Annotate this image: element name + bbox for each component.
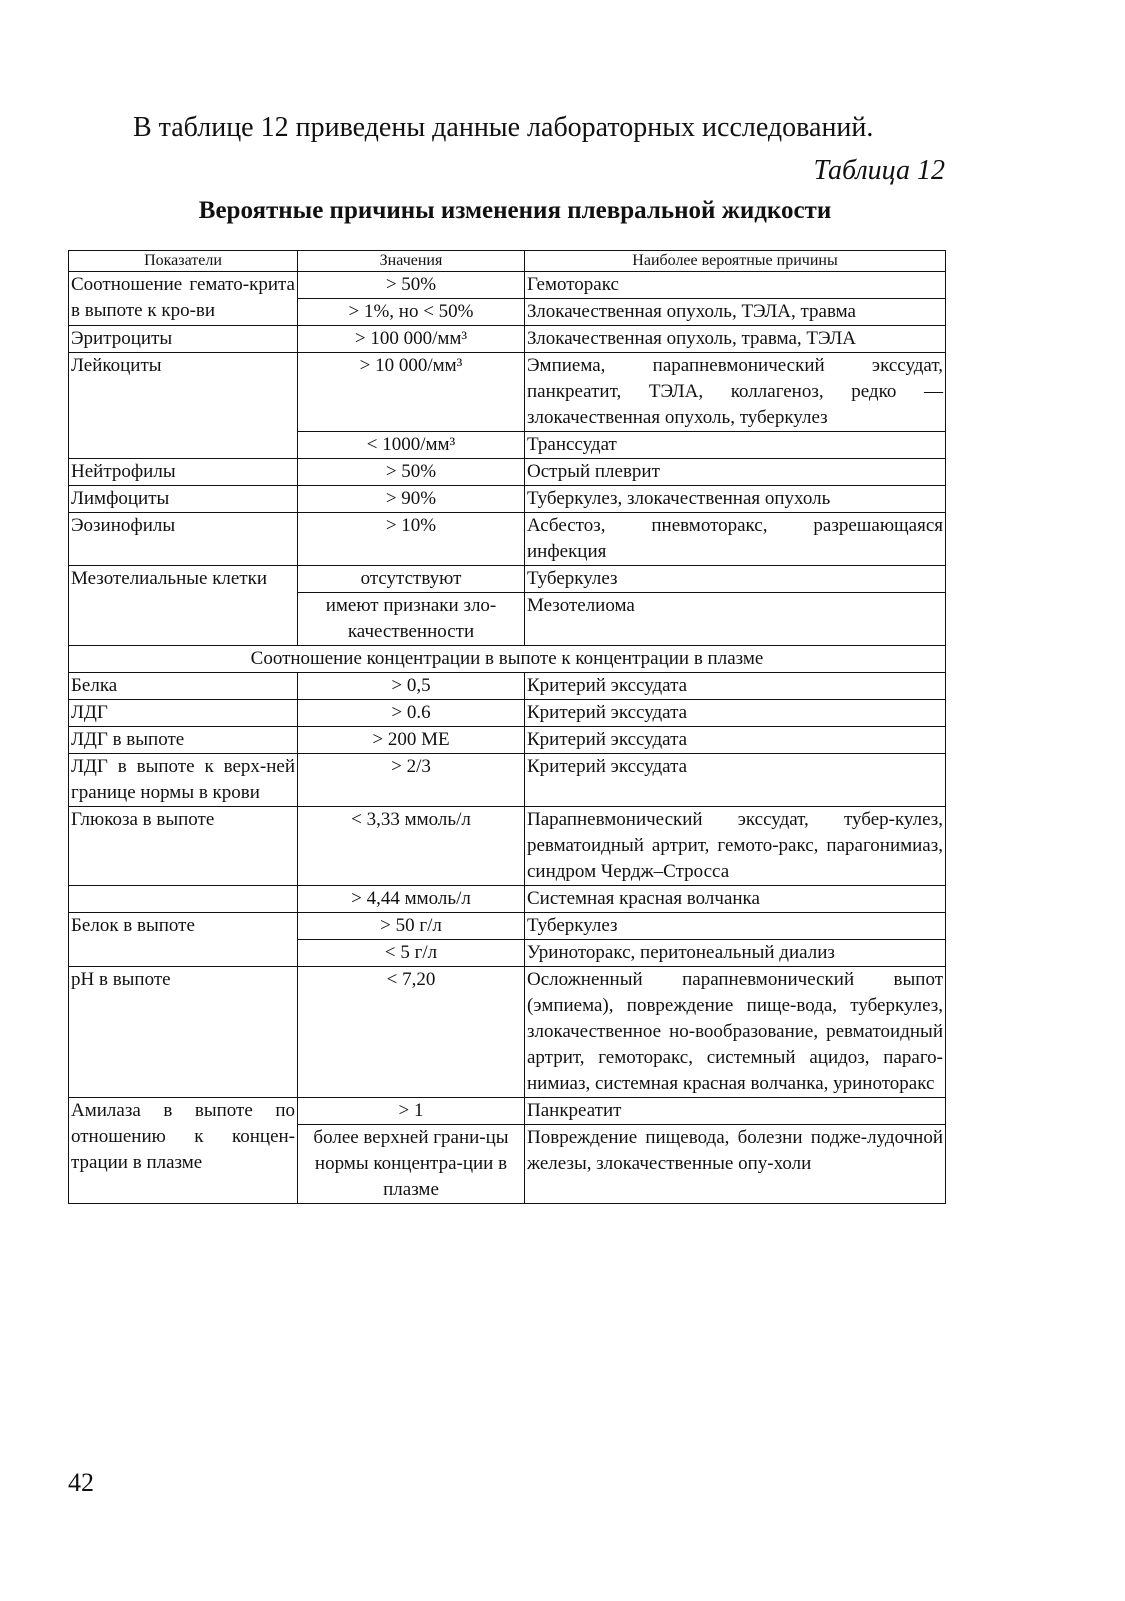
row-value: > 200 МЕ (298, 727, 525, 754)
table-title: Вероятные причины изменения плевральной жидкости (198, 197, 832, 224)
row-value: < 5 г/л (298, 940, 525, 967)
row-cause: Транссудат (525, 432, 946, 459)
table-label: Таблица 12 (813, 155, 945, 186)
row-cause: Критерий экссудата (525, 727, 946, 754)
table-row (69, 700, 946, 727)
table-row (69, 326, 946, 353)
row-cause: Повреждение пищевода, болезни подже-лудочной железы, злокачественные опу-холи (525, 1125, 946, 1204)
row-indicator: ЛДГ в выпоте к верх-ней границе нормы в крови (69, 754, 298, 807)
row-cause: Асбестоз, пневмоторакс, разрешающаяся инфекция (525, 513, 946, 566)
row-value: > 50% (298, 272, 525, 299)
row-value: > 10% (298, 513, 525, 566)
row-value: > 10 000/мм³ (298, 353, 525, 432)
row-value: более верхней грани-цы нормы концентра-ции в плазме (298, 1125, 525, 1204)
row-value: > 50 г/л (298, 913, 525, 940)
table-header-row (69, 251, 946, 272)
row-cause: Гемоторакс (525, 272, 946, 299)
row-cause: Туберкулез (525, 913, 946, 940)
row-indicator: pH в выпоте (69, 967, 298, 1098)
table-row (69, 807, 946, 886)
row-indicator (69, 886, 298, 913)
table-row (69, 967, 946, 1098)
table-row (69, 272, 946, 299)
row-cause: Туберкулез, злокачественная опухоль (525, 486, 946, 513)
row-indicator: ЛДГ (69, 700, 298, 727)
row-value: > 100 000/мм³ (298, 326, 525, 353)
row-value: < 7,20 (298, 967, 525, 1098)
section-header: Соотношение концентрации в выпоте к концентрации в плазме (69, 646, 946, 673)
header-indicator: Показатели (69, 251, 298, 272)
row-cause: Злокачественная опухоль, ТЭЛА, травма (525, 299, 946, 326)
row-value: > 90% (298, 486, 525, 513)
row-cause: Злокачественная опухоль, травма, ТЭЛА (525, 326, 946, 353)
table-row (69, 673, 946, 700)
intro-text: В таблице 12 приведены данные лабораторных исследований. (133, 112, 874, 143)
row-indicator: Амилаза в выпоте по отношению к концен-трации в плазме (69, 1098, 298, 1204)
row-cause: Панкреатит (525, 1098, 946, 1125)
row-cause: Системная красная волчанка (525, 886, 946, 913)
row-indicator: Эозинофилы (69, 513, 298, 566)
row-cause: Мезотелиома (525, 593, 946, 646)
row-cause: Критерий экссудата (525, 754, 946, 807)
row-value: > 4,44 ммоль/л (298, 886, 525, 913)
row-value: отсутствуют (298, 566, 525, 593)
header-values: Значения (298, 251, 525, 272)
row-indicator: Белка (69, 673, 298, 700)
page-number: 42 (68, 1468, 94, 1497)
row-cause: Эмпиема, парапневмонический экссудат, панкреатит, ТЭЛА, коллагеноз, редко — злокачественная опухоль, туберкулез (525, 353, 946, 432)
row-indicator: Лейкоциты (69, 353, 298, 459)
row-indicator: Глюкоза в выпоте (69, 807, 298, 886)
row-value: > 50% (298, 459, 525, 486)
table-row (69, 913, 946, 940)
row-cause: Парапневмонический экссудат, тубер-кулез, ревматоидный артрит, гемото-ракс, парагонимиаз, синдром Чердж–Стросса (525, 807, 946, 886)
table-row (69, 886, 946, 913)
row-value: < 3,33 ммоль/л (298, 807, 525, 886)
table-row (69, 1098, 946, 1125)
table-row (69, 513, 946, 566)
row-indicator: Белок в выпоте (69, 913, 298, 967)
lab-table (68, 250, 946, 1204)
row-cause: Уриноторакс, перитонеальный диализ (525, 940, 946, 967)
table-row (69, 486, 946, 513)
table-row (69, 459, 946, 486)
table-row (69, 566, 946, 593)
table-row (69, 353, 946, 432)
row-value: > 1 (298, 1098, 525, 1125)
row-indicator: Соотношение гемато-крита в выпоте к кро-ви (69, 272, 298, 326)
row-value: > 2/3 (298, 754, 525, 807)
header-causes: Наиболее вероятные причины (525, 251, 946, 272)
table-row (69, 754, 946, 807)
row-cause: Осложненный парапневмонический выпот (эмпиема), повреждение пище-вода, туберкулез, злокачественное но-вообразование, ревматоидный артрит, гемоторакс, системный ацидоз, параго-нимиаз, системная красная волчанка, уриноторакс (525, 967, 946, 1098)
row-indicator: Лимфоциты (69, 486, 298, 513)
row-cause: Туберкулез (525, 566, 946, 593)
row-value: > 0,5 (298, 673, 525, 700)
row-value: > 0.6 (298, 700, 525, 727)
table-row (69, 727, 946, 754)
row-indicator: Мезотелиальные клетки (69, 566, 298, 646)
row-indicator: ЛДГ в выпоте (69, 727, 298, 754)
row-value: имеют признаки зло-качественности (298, 593, 525, 646)
row-cause: Острый плеврит (525, 459, 946, 486)
section-header-row (69, 646, 946, 673)
row-cause: Критерий экссудата (525, 700, 946, 727)
row-cause: Критерий экссудата (525, 673, 946, 700)
row-indicator: Эритроциты (69, 326, 298, 353)
row-value: > 1%, но < 50% (298, 299, 525, 326)
row-value: < 1000/мм³ (298, 432, 525, 459)
row-indicator: Нейтрофилы (69, 459, 298, 486)
